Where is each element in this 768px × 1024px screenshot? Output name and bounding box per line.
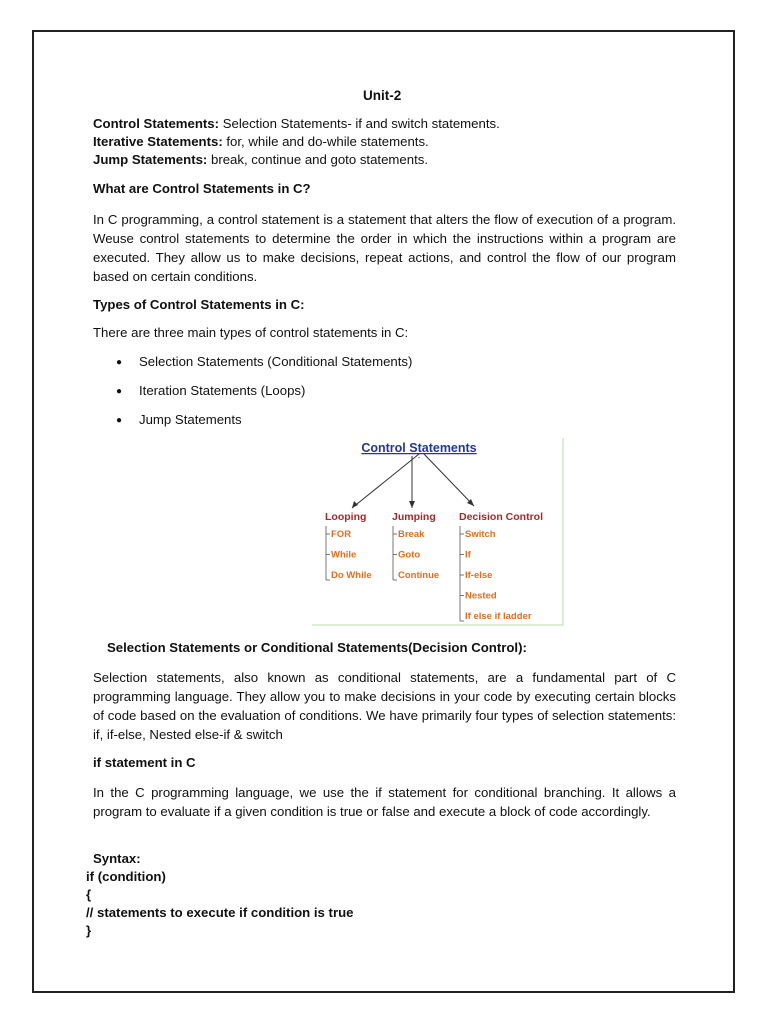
paragraph-if: In the C programming language, we use the if statement for conditional branching. It allows a program to evaluate if a given condition is true or false and execute a block of code accordingly. [93,785,676,819]
intro-line-iterative: Iterative Statements: for, while and do-while statements. [93,134,429,149]
code-line: // statements to execute if condition is true [86,905,354,920]
code-line: { [86,887,92,902]
page-title: Unit-2 [363,88,402,103]
branch-jumping: Jumping [392,511,436,523]
diagram-item: While [331,549,357,561]
paragraph-definition: In C programming, a control statement is a statement that alters the flow of execution of a program. Weuse control statements to determine the order in which the instructions within a program are executed. They allow us to make decisions, repeat actions, and control the flow of our program based on certain conditions. [93,212,676,284]
selection-heading: Selection Statements or Conditional Statements(Decision Control): [107,640,527,655]
branch-looping: Looping [325,511,367,523]
control-statements-diagram [312,438,564,626]
bullet-item-jump: Jump Statements [139,412,242,427]
code-line: if (condition) [86,869,166,884]
diagram-item: If [465,549,471,561]
types-heading: Types of Control Statements in C: [93,297,305,312]
branch-decision-control: Decision Control [459,511,544,523]
diagram-item: If else if ladder [465,611,532,622]
intro-line-jump: Jump Statements: break, continue and goto statements. [93,152,428,167]
if-heading: if statement in C [93,755,196,770]
types-intro: There are three main types of control statements in C: [93,325,409,340]
intro-line-control: Control Statements: Selection Statements- if and switch statements. [93,116,500,131]
paragraph-selection: Selection statements, also known as conditional statements, are a fundamental part of C programming language. They allow you to make decisions in your code by executing certain blocks of code based on the evaluation of conditions. We have primarily four types of selection statements: if, if-else, Nested else-if & switch [93,670,676,742]
bullet-dot: ● [116,386,123,397]
code-line: } [86,923,92,938]
diagram-item: Switch [465,529,496,540]
diagram-item: Break [398,529,425,540]
diagram-item: FOR [331,529,352,540]
diagram-item: If-else [465,570,493,581]
diagram-item: Continue [398,570,440,581]
question-heading: What are Control Statements in C? [93,181,311,196]
syntax-label: Syntax: [93,851,141,866]
bullet-item-iteration: Iteration Statements (Loops) [139,383,306,398]
bullet-item-selection: Selection Statements (Conditional Statements) [139,354,413,369]
bullet-dot: ● [116,357,123,368]
diagram-item: Goto [398,549,421,561]
bullet-dot: ● [116,415,123,426]
diagram-item: Nested [465,590,497,602]
diagram-item: Do While [331,570,372,581]
diagram-title: Control Statements [361,441,477,455]
